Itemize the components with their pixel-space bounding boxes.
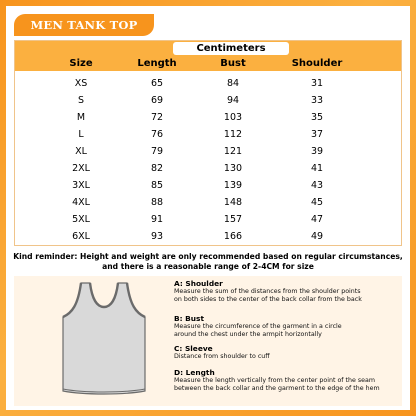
length-cell: 79 <box>150 146 164 157</box>
reminder-line-1: Kind reminder: Height and weight are only recommended based on regular circumstances, <box>13 252 403 261</box>
size-cell: M <box>76 112 86 123</box>
size-cell: L <box>78 129 84 140</box>
shoulder-cell: 33 <box>310 95 324 106</box>
definition-title: A: Shoulder <box>174 279 223 288</box>
bust-cell: 112 <box>223 129 243 140</box>
table-row <box>15 211 401 228</box>
length-cell: 69 <box>150 95 164 106</box>
definition-text: between the back collar and the garment to the edge of the hem <box>174 384 380 392</box>
length-cell: 93 <box>150 231 164 242</box>
size-cell: 5XL <box>72 214 90 225</box>
page-title: MEN TANK TOP <box>14 14 154 36</box>
length-cell: 91 <box>150 214 164 225</box>
size-cell: S <box>77 95 85 106</box>
kind-reminder <box>6 252 410 272</box>
table-row <box>15 194 401 211</box>
length-cell: 72 <box>150 112 164 123</box>
table-header-band <box>15 41 401 71</box>
shoulder-cell: 41 <box>310 163 324 174</box>
definition-text: Measure the circumference of the garment in a circle <box>174 323 342 330</box>
bust-cell: 103 <box>223 112 243 123</box>
bust-cell: 84 <box>226 78 240 89</box>
bust-cell: 139 <box>223 180 243 191</box>
shoulder-cell: 31 <box>310 78 324 89</box>
definition-bust <box>174 314 400 338</box>
shoulder-cell: 49 <box>310 231 324 242</box>
shoulder-cell: 43 <box>310 180 324 191</box>
length-cell: 85 <box>150 180 164 191</box>
size-cell: 4XL <box>72 197 90 208</box>
definition-sleeve <box>174 344 400 361</box>
shoulder-cell: 47 <box>310 214 324 225</box>
reminder-line-2: and there is a reasonable range of 2-4CM for size <box>102 262 314 271</box>
tank-top-body <box>63 283 145 394</box>
definition-text: around the chest under the armpit horizontally <box>174 330 322 338</box>
tank-top-illustration <box>54 279 154 397</box>
size-cell: XS <box>74 78 88 89</box>
shoulder-cell: 37 <box>310 129 324 140</box>
definition-text: Measure the sum of the distances from the shoulder points <box>174 288 361 295</box>
definition-text: Distance from shoulder to cuff <box>174 353 270 360</box>
size-cell: 6XL <box>72 231 90 242</box>
definition-length <box>174 368 400 392</box>
table-row <box>15 109 401 126</box>
length-cell: 76 <box>150 129 164 140</box>
definition-title: C: Sleeve <box>174 344 213 353</box>
length-cell: 88 <box>150 197 164 208</box>
definition-title: D: Length <box>174 368 215 377</box>
definition-text: Measure the length vertically from the center point of the seam <box>174 377 375 384</box>
length-cell: 82 <box>150 163 164 174</box>
definition-text: on both sides to the center of the back collar from the back <box>174 295 362 303</box>
table-row <box>15 228 401 245</box>
header-bust: Bust <box>220 58 246 69</box>
table-row <box>15 126 401 143</box>
definition-title: B: Bust <box>174 314 204 323</box>
table-row <box>15 160 401 177</box>
bust-cell: 121 <box>223 146 243 157</box>
header-shoulder: Shoulder <box>291 58 343 69</box>
size-cell: 3XL <box>72 180 90 191</box>
header-size: Size <box>69 58 93 69</box>
table-row <box>15 75 401 92</box>
bust-cell: 148 <box>223 197 243 208</box>
size-table <box>14 40 402 246</box>
size-cell: XL <box>75 146 87 157</box>
measurement-diagram <box>14 276 402 406</box>
header-length: Length <box>137 58 177 69</box>
bust-cell: 157 <box>223 214 243 225</box>
definition-shoulder <box>174 279 400 303</box>
length-cell: 65 <box>150 78 164 89</box>
table-row <box>15 177 401 194</box>
shoulder-cell: 45 <box>310 197 324 208</box>
unit-label: Centimeters <box>173 42 289 55</box>
table-row <box>15 92 401 109</box>
bust-cell: 130 <box>223 163 243 174</box>
table-row <box>15 143 401 160</box>
shoulder-cell: 35 <box>310 112 324 123</box>
bust-cell: 94 <box>226 95 240 106</box>
shoulder-cell: 39 <box>310 146 324 157</box>
size-cell: 2XL <box>72 163 90 174</box>
bust-cell: 166 <box>223 231 243 242</box>
